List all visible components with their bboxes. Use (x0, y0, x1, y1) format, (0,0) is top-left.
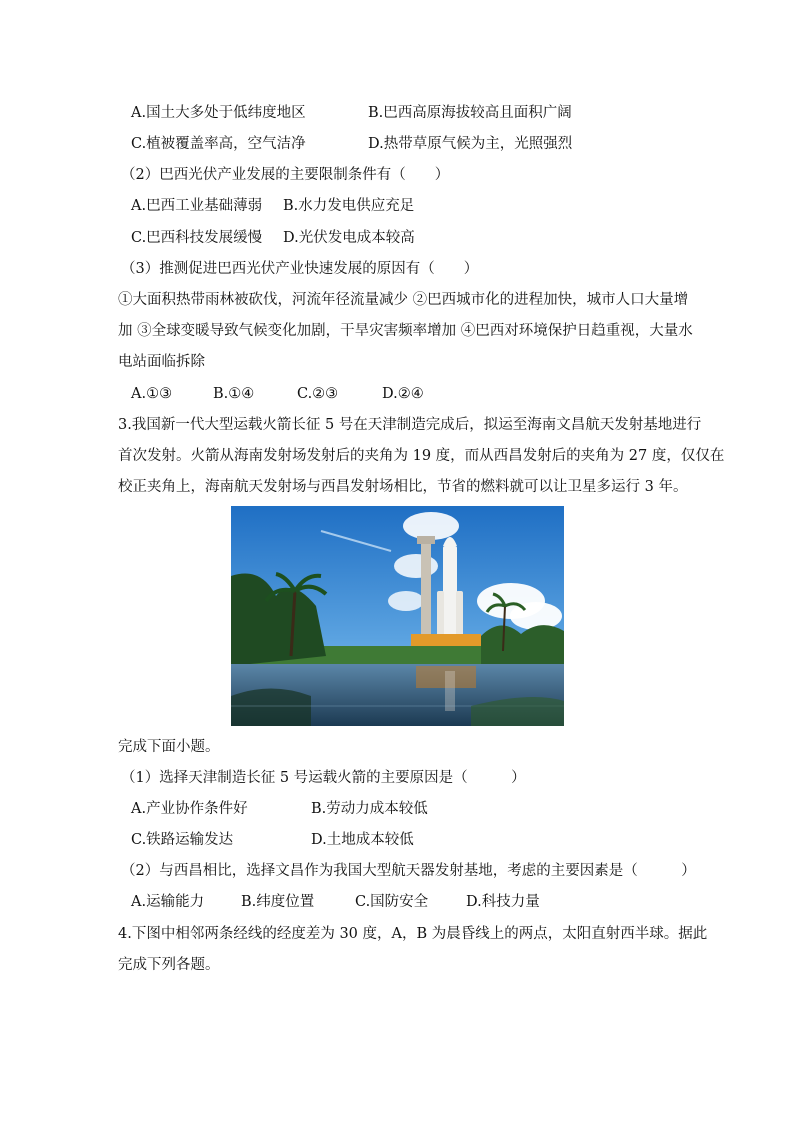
option-a[interactable]: A.运输能力 (131, 894, 205, 910)
option-d[interactable]: D.土地成本较低 (311, 832, 414, 848)
option-b[interactable]: B.水力发电供应充足 (283, 198, 415, 214)
option-b[interactable]: B.劳动力成本较低 (311, 801, 428, 817)
question-3-line: 3.我国新一代大型运载火箭长征 5 号在天津制造完成后，拟运至海南文昌航天发射基地进行 (118, 417, 702, 433)
option-a[interactable]: A.产业协作条件好 (131, 801, 248, 817)
option-c[interactable]: C.巴西科技发展缓慢 (131, 230, 263, 246)
instruction-text: 完成下面小题。 (118, 739, 220, 755)
subquestion-stem: （1）选择天津制造长征 5 号运载火箭的主要原因是（ ） (121, 770, 526, 786)
option-b[interactable]: B.①④ (213, 386, 255, 402)
subquestion-stem: （3）推测促进巴西光伏产业快速发展的原因有（ ） (121, 261, 479, 277)
paragraph-line: 加 ③全球变暖导致气候变化加剧，干旱灾害频率增加 ④巴西对环境保护日趋重视，大量水 (118, 323, 693, 339)
question-3-line: 校正夹角上，海南航天发射场与西昌发射场相比，节省的燃料就可以让卫星多运行 3 年。 (118, 479, 688, 495)
option-c[interactable]: C.②③ (297, 386, 339, 402)
option-d[interactable]: D.②④ (382, 386, 424, 402)
question-4-line: 4.下图中相邻两条经线的经度差为 30 度，A，B 为晨昏线上的两点，太阳直射西半球。据此 (118, 926, 708, 942)
option-d[interactable]: D.科技力量 (466, 894, 540, 910)
rocket-launch-photo (231, 506, 564, 726)
option-d[interactable]: D.光伏发电成本较高 (283, 230, 415, 246)
option-c[interactable]: C.国防安全 (355, 894, 429, 910)
question-3-line: 首次发射。火箭从海南发射场发射后的夹角为 19 度，而从西昌发射后的夹角为 27 度，仅仅在 (118, 448, 725, 464)
paragraph-line: ①大面积热带雨林被砍伐，河流年径流量减少 ②巴西城市化的进程加快，城市人口大量增 (118, 292, 689, 308)
option-c[interactable]: C.铁路运输发达 (131, 832, 234, 848)
option-a[interactable]: A.巴西工业基础薄弱 (131, 198, 263, 214)
option-d[interactable]: D.热带草原气候为主，光照强烈 (368, 136, 573, 152)
option-c[interactable]: C.植被覆盖率高，空气洁净 (131, 136, 306, 152)
subquestion-stem: （2）巴西光伏产业发展的主要限制条件有（ ） (121, 167, 450, 183)
rocket-photo-illustration (231, 506, 564, 726)
option-a[interactable]: A.国土大多处于低纬度地区 (131, 105, 306, 121)
option-b[interactable]: B.巴西高原海拔较高且面积广阔 (368, 105, 572, 121)
subquestion-stem: （2）与西昌相比，选择文昌作为我国大型航天器发射基地，考虑的主要因素是（ ） (121, 863, 696, 879)
option-b[interactable]: B.纬度位置 (241, 894, 315, 910)
question-4-line: 完成下列各题。 (118, 957, 220, 973)
option-a[interactable]: A.①③ (131, 386, 173, 402)
paragraph-line: 电站面临拆除 (118, 354, 205, 370)
